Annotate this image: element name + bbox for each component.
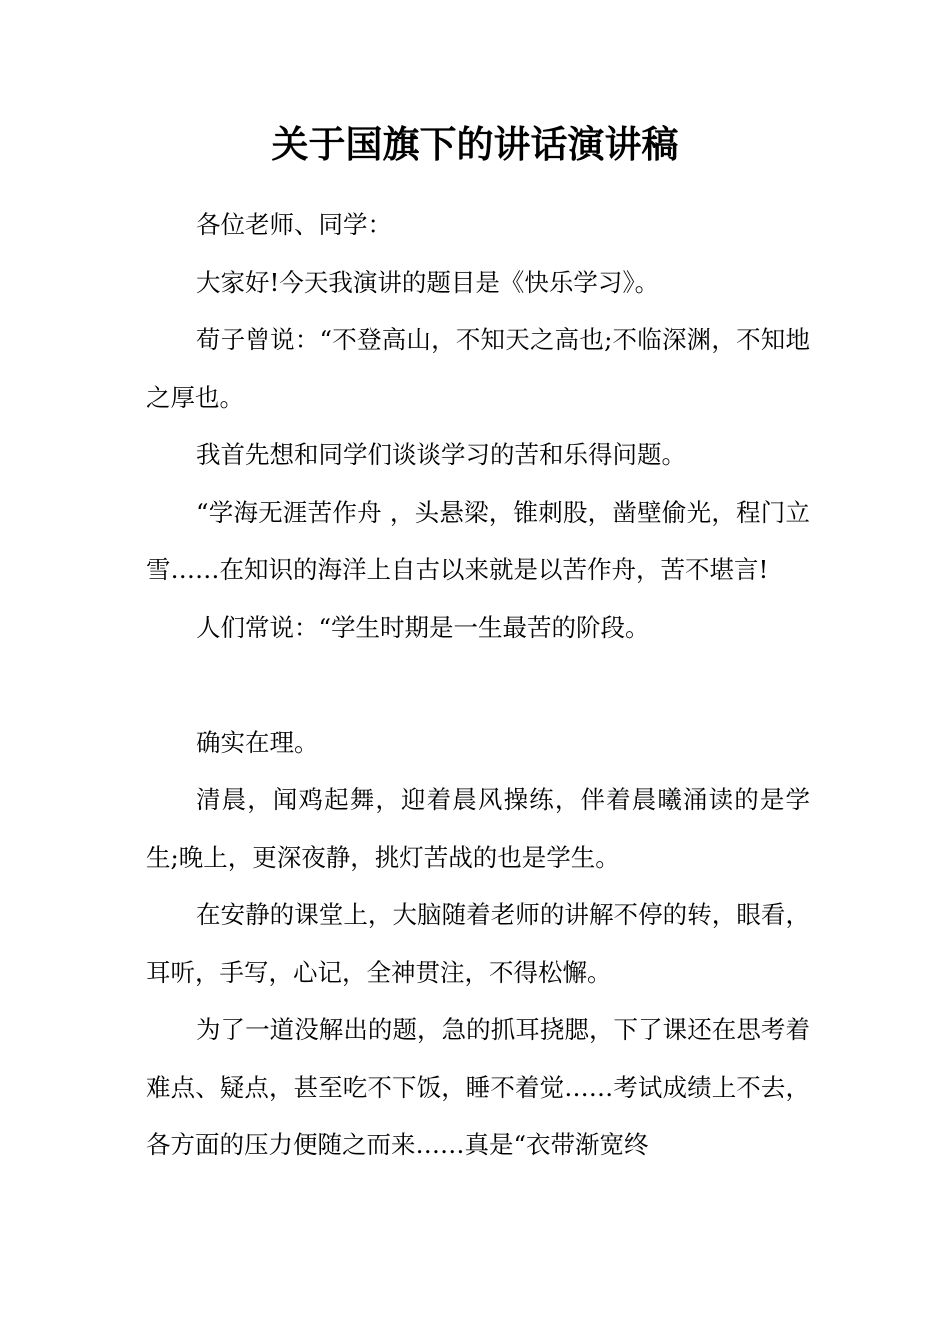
paragraph-hardship: “学海无涯苦作舟 ，头悬梁，锥刺股，凿壁偷光，程门立雪……在知识的海洋上自古以来就是以苦作舟，苦不堪言! (146, 497, 810, 584)
paragraph-gap (146, 656, 810, 714)
paragraph-xunzi-quote: 荀子曾说：“不登高山，不知天之高也;不临深渊，不知地之厚也。 (146, 325, 810, 412)
paragraph-topic: 我首先想和同学们谈谈学习的苦和乐得问题。 (196, 440, 686, 469)
paragraph-morning: 清晨，闻鸡起舞，迎着晨风操练，伴着晨曦涌读的是学生;晚上，更深夜静，挑灯苦战的也是学生。 (146, 785, 810, 872)
paragraph-problem: 为了一道没解出的题，急的抓耳挠腮，下了课还在思考着难点、疑点，甚至吃不下饭，睡不着觉……考试成绩上不去，各方面的压力便随之而来……真是“衣带渐宽终 (146, 1015, 810, 1159)
paragraph-intro: 大家好!今天我演讲的题目是《快乐学习》。 (196, 267, 660, 297)
paragraph-saying: 人们常说：“学生时期是一生最苦的阶段。 (196, 612, 650, 642)
document-body (146, 196, 810, 1174)
paragraph-indeed: 确实在理。 (196, 727, 319, 757)
paragraph-classroom: 在安静的课堂上，大脑随着老师的讲解不停的转，眼看，耳听，手写，心记，全神贯注，不得松懈。 (146, 900, 810, 987)
page-title: 关于国旗下的讲话演讲稿 (271, 122, 679, 166)
paragraph-greeting: 各位老师、同学： (196, 210, 392, 239)
